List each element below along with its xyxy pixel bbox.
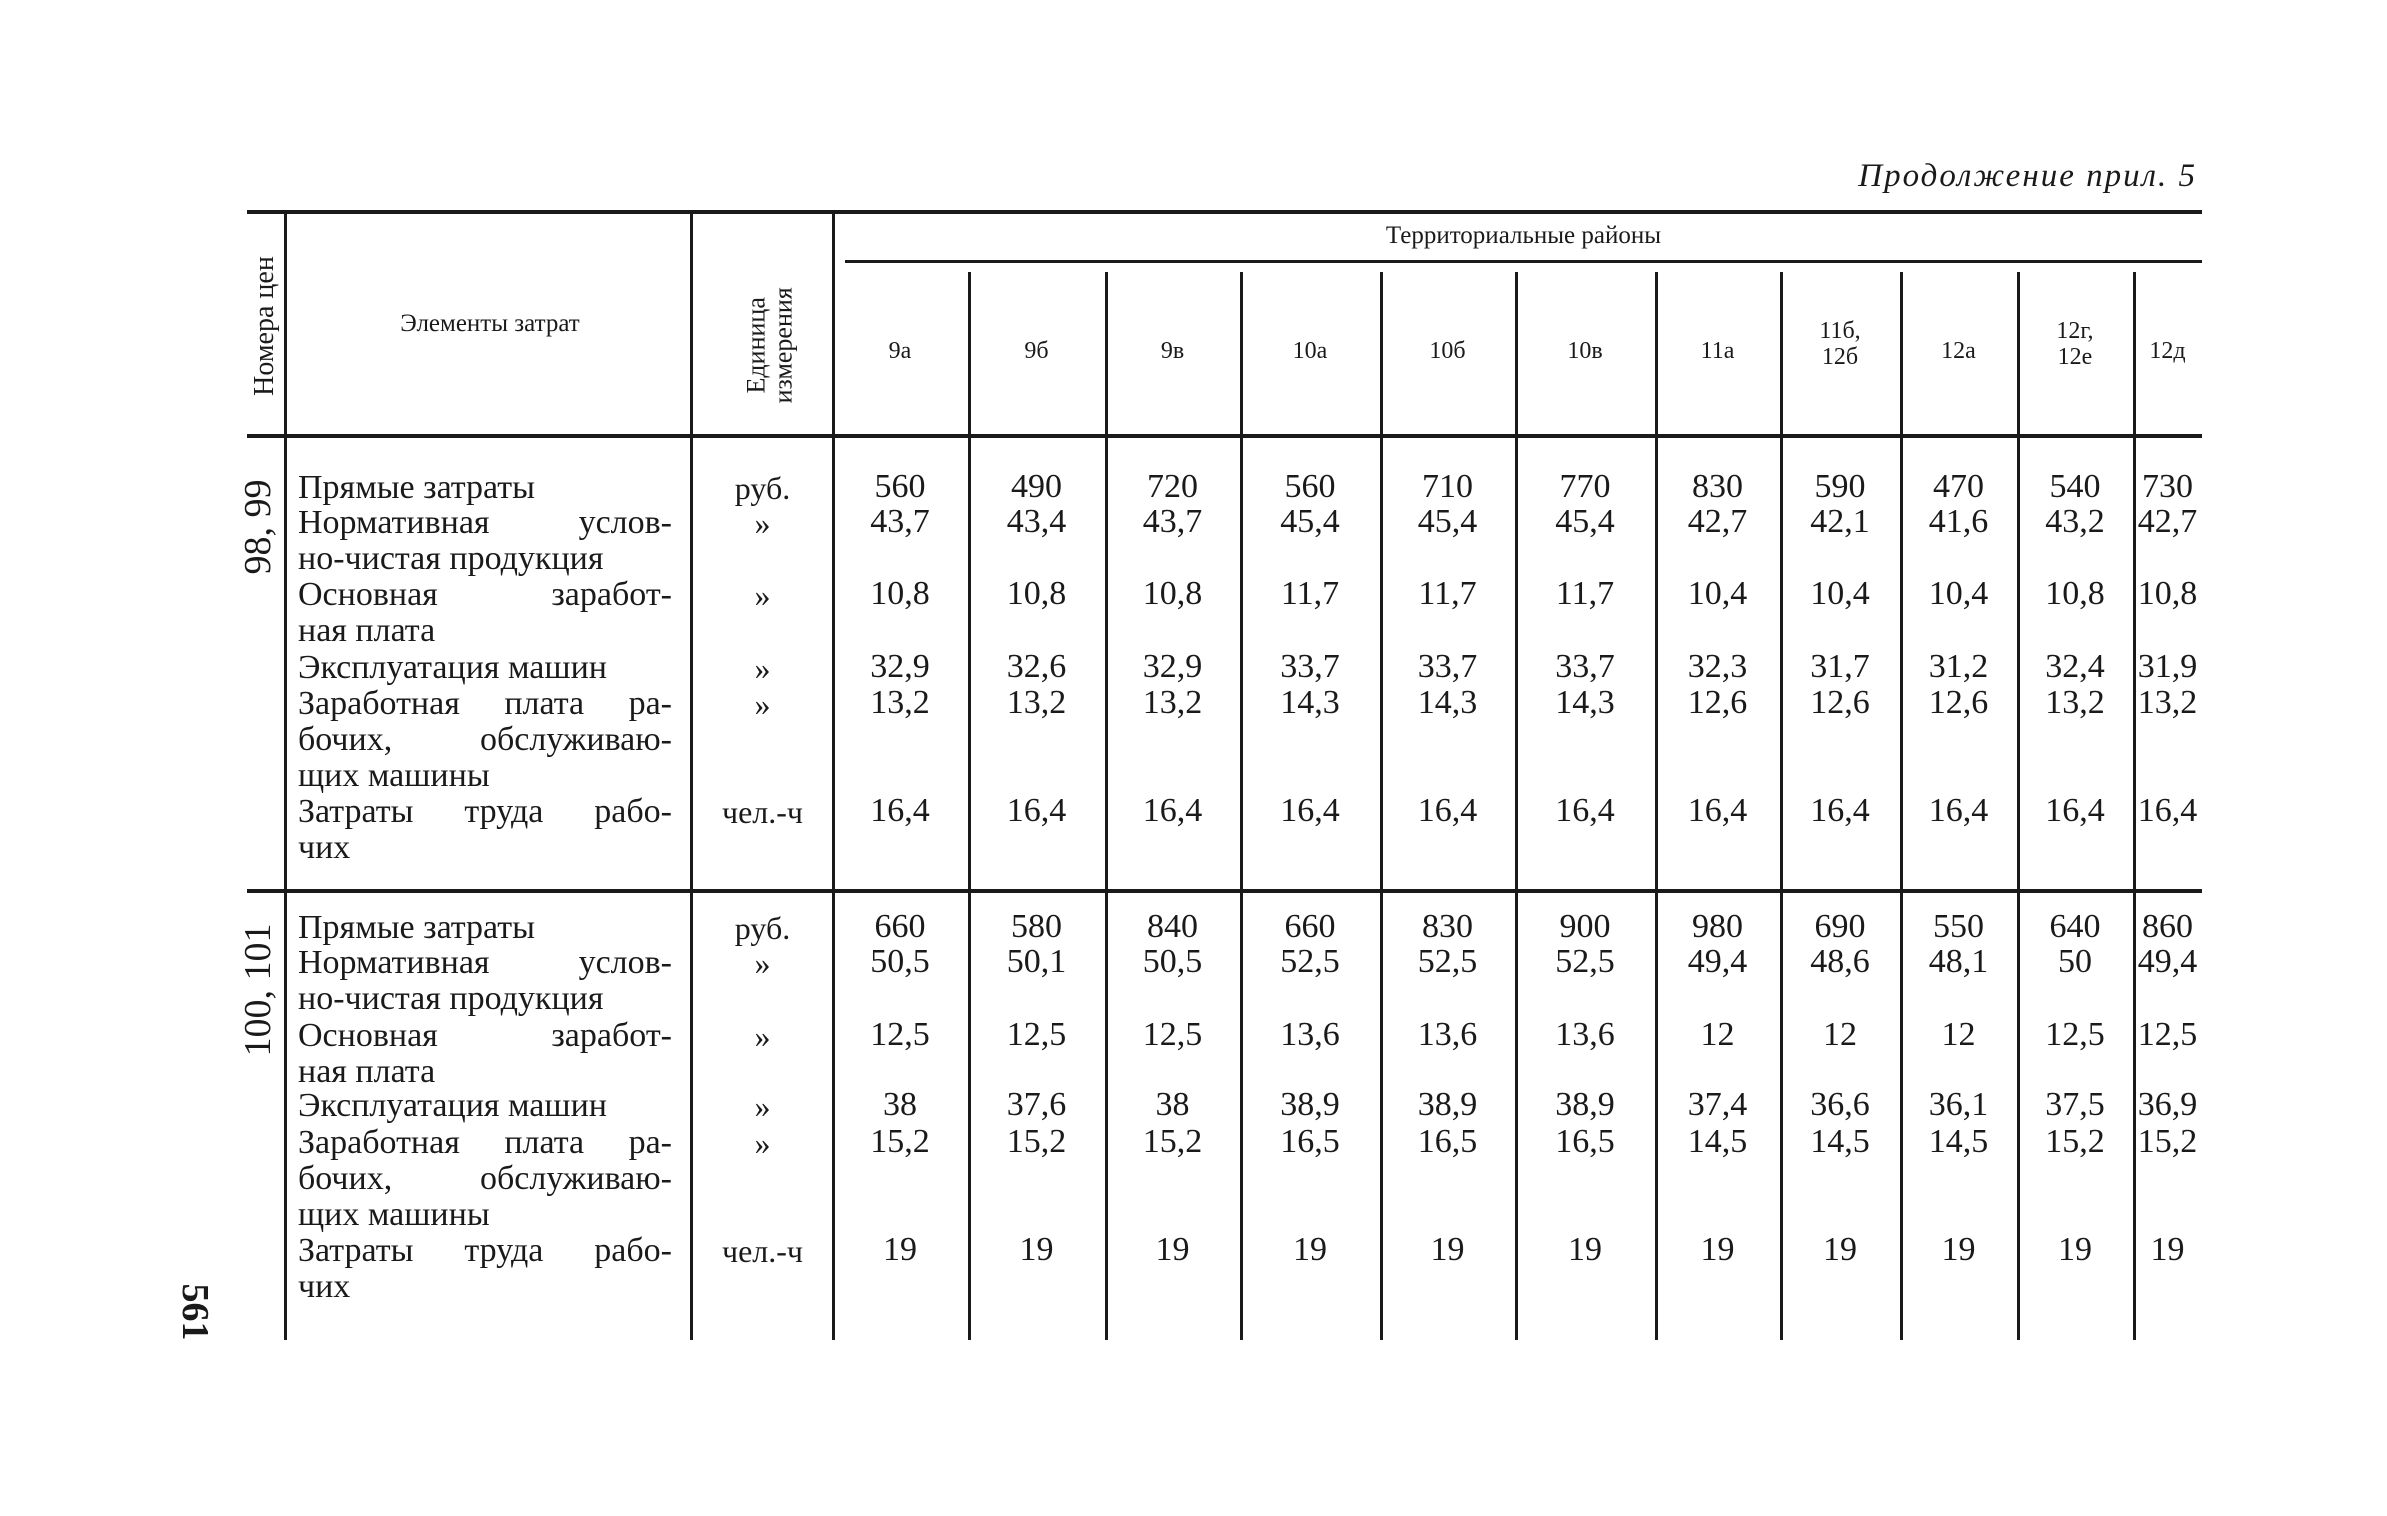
- cost-element-line: Эксплуатация машин: [298, 649, 607, 686]
- value-cell: 36,1: [1928, 1086, 1989, 1123]
- value-cell: 590: [1814, 468, 1866, 505]
- value-cell: 830: [1692, 468, 1743, 505]
- value-cell: 19: [1293, 1231, 1327, 1268]
- value-cell: 13,2: [2045, 684, 2105, 721]
- value-cell: 19: [2058, 1231, 2092, 1268]
- value-cell: 10,8: [2137, 575, 2198, 612]
- value-cell: 19: [1430, 1231, 1465, 1268]
- unit-cell: чел.-ч: [721, 794, 803, 830]
- continuation-title: Продолжение прил. 5: [1858, 158, 2197, 194]
- unit-cell: руб.: [734, 910, 791, 946]
- value-cell: 50,5: [1142, 943, 1203, 980]
- value-cell: 550: [1933, 908, 1984, 945]
- region-header: 10б: [1429, 338, 1466, 364]
- value-cell: 860: [2142, 908, 2193, 945]
- unit-cell: »: [754, 505, 771, 541]
- value-cell: 45,4: [1417, 503, 1478, 540]
- cost-element-label: [298, 1018, 672, 1090]
- value-cell: 12,5: [1006, 1016, 1067, 1053]
- cost-element-line: бочих, обслуживаю-: [298, 721, 672, 758]
- value-cell: 10,8: [1142, 575, 1203, 612]
- region-header: [1780, 318, 1900, 370]
- value-cell: 32,4: [2045, 648, 2105, 685]
- value-cell: 38,9: [1280, 1086, 1340, 1123]
- value-cell: 31,9: [2137, 648, 2198, 685]
- region-header-line: 11б,: [1819, 318, 1861, 344]
- value-cell: 37,4: [1687, 1086, 1748, 1123]
- unit-cell: руб.: [734, 470, 791, 506]
- region-header: 9б: [1024, 338, 1049, 364]
- value-cell: 730: [2142, 468, 2193, 505]
- value-cell: 16,4: [1006, 792, 1067, 829]
- unit-cell: »: [754, 945, 771, 981]
- cost-element-line: Заработная плата ра-: [298, 685, 672, 722]
- value-cell: 640: [2049, 908, 2101, 945]
- value-cell: 45,4: [1280, 503, 1340, 540]
- value-cell: 37,6: [1006, 1086, 1067, 1123]
- value-cell: 48,6: [1810, 943, 1870, 980]
- value-cell: 38,9: [1417, 1086, 1478, 1123]
- value-cell: 16,4: [870, 792, 930, 829]
- value-cell: 43,7: [870, 503, 930, 540]
- value-cell: 33,7: [1417, 648, 1478, 685]
- value-cell: 49,4: [2137, 943, 2198, 980]
- value-cell: 12: [1823, 1016, 1857, 1053]
- cost-element-line: Заработная плата ра-: [298, 1124, 672, 1161]
- value-cell: 14,3: [1555, 684, 1615, 721]
- value-cell: 32,3: [1687, 648, 1748, 685]
- value-cell: 15,2: [870, 1123, 930, 1160]
- cost-element-line: Затраты труда рабо-: [298, 1232, 672, 1269]
- cost-element-label: [298, 686, 672, 794]
- value-cell: 16,5: [1555, 1123, 1615, 1160]
- value-cell: 33,7: [1280, 648, 1340, 685]
- value-cell: 490: [1011, 468, 1062, 505]
- header-price-numbers-text: Номера цен: [249, 256, 280, 396]
- value-cell: 50,1: [1006, 943, 1067, 980]
- region-header: 11а: [1700, 338, 1735, 364]
- value-cell: 14,5: [1687, 1123, 1748, 1160]
- cost-element-line: ная плата: [298, 1053, 436, 1090]
- value-cell: 19: [1019, 1231, 1054, 1268]
- value-cell: 13,2: [1006, 684, 1067, 721]
- value-cell: 43,7: [1142, 503, 1203, 540]
- cost-element-line: Основная заработ-: [298, 576, 672, 613]
- value-cell: 10,4: [1687, 575, 1748, 612]
- col-sep-unit: [832, 214, 835, 1340]
- value-cell: 12: [1700, 1016, 1735, 1053]
- cost-element-line: но-чистая продукция: [298, 540, 604, 577]
- value-cell: 38: [883, 1086, 917, 1123]
- value-cell: 770: [1559, 468, 1611, 505]
- value-cell: 19: [1823, 1231, 1857, 1268]
- unit-cell: чел.-ч: [721, 1233, 803, 1269]
- regions-subheader-rule: [845, 260, 2202, 263]
- cost-element-label: [298, 577, 672, 649]
- value-cell: 15,2: [1006, 1123, 1067, 1160]
- unit-cell: »: [754, 577, 771, 613]
- value-cell: 15,2: [1142, 1123, 1203, 1160]
- region-header: 9в: [1160, 338, 1185, 364]
- region-header: 12а: [1941, 338, 1976, 364]
- value-cell: 16,4: [1810, 792, 1870, 829]
- value-cell: 11,7: [1555, 575, 1615, 612]
- value-cell: 38,9: [1555, 1086, 1615, 1123]
- value-cell: 12,5: [2045, 1016, 2105, 1053]
- page-number: 561: [174, 1283, 216, 1341]
- group-separator-rule: [247, 889, 2202, 893]
- value-cell: 19: [1941, 1231, 1976, 1268]
- value-cell: 10,8: [870, 575, 930, 612]
- value-cell: 13,2: [870, 684, 930, 721]
- cost-element-line: Прямые затраты: [298, 909, 535, 946]
- value-cell: 12,6: [1687, 684, 1748, 721]
- value-cell: 19: [2150, 1231, 2185, 1268]
- col-sep-price: [284, 214, 287, 1340]
- value-cell: 720: [1147, 468, 1198, 505]
- value-cell: 52,5: [1417, 943, 1478, 980]
- unit-cell: »: [754, 1088, 771, 1124]
- cost-element-label: [298, 910, 672, 946]
- value-cell: 16,4: [2137, 792, 2198, 829]
- value-cell: 710: [1422, 468, 1473, 505]
- value-cell: 19: [1700, 1231, 1735, 1268]
- value-cell: 32,9: [870, 648, 930, 685]
- value-cell: 31,7: [1810, 648, 1870, 685]
- unit-cell: »: [754, 650, 771, 686]
- header-price-numbers: [249, 226, 281, 426]
- unit-cell: »: [754, 1125, 771, 1161]
- value-cell: 690: [1814, 908, 1866, 945]
- header-unit-line1: Единица: [741, 297, 771, 394]
- value-cell: 12: [1941, 1016, 1976, 1053]
- col-sep-elements: [690, 214, 693, 1340]
- value-cell: 16,4: [1417, 792, 1478, 829]
- region-header: [2017, 318, 2133, 370]
- region-header: 9а: [888, 338, 912, 364]
- cost-element-line: Основная заработ-: [298, 1017, 672, 1054]
- header-cost-elements: Элементы затрат: [400, 310, 580, 337]
- value-cell: 42,7: [1687, 503, 1748, 540]
- value-cell: 830: [1422, 908, 1473, 945]
- value-cell: 660: [874, 908, 926, 945]
- cost-element-line: чих: [298, 829, 351, 866]
- cost-element-label: [298, 505, 672, 577]
- value-cell: 38: [1155, 1086, 1190, 1123]
- value-cell: 12,6: [1810, 684, 1870, 721]
- table-top-rule: [247, 210, 2202, 214]
- value-cell: 14,3: [1417, 684, 1478, 721]
- cost-element-line: Затраты труда рабо-: [298, 793, 672, 830]
- value-cell: 13,2: [2137, 684, 2198, 721]
- value-cell: 45,4: [1555, 503, 1615, 540]
- cost-element-line: Прямые затраты: [298, 469, 535, 506]
- value-cell: 840: [1147, 908, 1198, 945]
- cost-element-line: Нормативная услов-: [298, 944, 672, 981]
- value-cell: 10,4: [1928, 575, 1989, 612]
- value-cell: 540: [2049, 468, 2101, 505]
- cost-element-line: Нормативная услов-: [298, 504, 672, 541]
- value-cell: 12,5: [2137, 1016, 2198, 1053]
- value-cell: 33,7: [1555, 648, 1615, 685]
- unit-cell: »: [754, 1018, 771, 1054]
- region-header: 10в: [1567, 338, 1603, 364]
- value-cell: 560: [1284, 468, 1336, 505]
- value-cell: 19: [1568, 1231, 1602, 1268]
- value-cell: 42,1: [1810, 503, 1870, 540]
- region-header-line: 12е: [2057, 344, 2093, 370]
- value-cell: 50,5: [870, 943, 930, 980]
- value-cell: 580: [1011, 908, 1062, 945]
- unit-cell: »: [754, 686, 771, 722]
- value-cell: 36,9: [2137, 1086, 2198, 1123]
- value-cell: 16,4: [2045, 792, 2105, 829]
- region-header-line: 12б: [1821, 344, 1859, 370]
- value-cell: 16,4: [1687, 792, 1748, 829]
- value-cell: 31,2: [1928, 648, 1989, 685]
- header-unit: [743, 240, 798, 450]
- value-cell: 12,5: [1142, 1016, 1203, 1053]
- value-cell: 16,5: [1280, 1123, 1340, 1160]
- value-cell: 11,7: [1280, 575, 1340, 612]
- value-cell: 32,6: [1006, 648, 1067, 685]
- value-cell: 660: [1284, 908, 1336, 945]
- value-cell: 32,9: [1142, 648, 1203, 685]
- group-label-1: 98, 99: [237, 479, 279, 575]
- cost-element-label: [298, 794, 672, 866]
- cost-element-label: [298, 470, 672, 506]
- value-cell: 19: [883, 1231, 917, 1268]
- value-cell: 12,6: [1928, 684, 1989, 721]
- value-cell: 10,8: [1006, 575, 1067, 612]
- value-cell: 13,6: [1280, 1016, 1340, 1053]
- region-header: 10а: [1292, 338, 1328, 364]
- cost-element-line: щих машины: [298, 1196, 490, 1233]
- header-regions-title: Территориальные районы: [1385, 222, 1662, 249]
- value-cell: 19: [1155, 1231, 1190, 1268]
- value-cell: 12,5: [870, 1016, 930, 1053]
- cost-element-line: щих машины: [298, 757, 490, 794]
- region-header-line: 12г,: [2056, 318, 2094, 344]
- cost-element-line: но-чистая продукция: [298, 980, 604, 1017]
- cost-element-line: чих: [298, 1268, 351, 1305]
- cost-element-line: ная плата: [298, 612, 436, 649]
- cost-element-label: [298, 1088, 672, 1124]
- value-cell: 16,4: [1142, 792, 1203, 829]
- value-cell: 52,5: [1280, 943, 1340, 980]
- value-cell: 14,5: [1928, 1123, 1989, 1160]
- value-cell: 50: [2058, 943, 2092, 980]
- value-cell: 980: [1692, 908, 1743, 945]
- value-cell: 41,6: [1928, 503, 1989, 540]
- value-cell: 13,6: [1555, 1016, 1615, 1053]
- cost-element-line: бочих, обслуживаю-: [298, 1160, 672, 1197]
- value-cell: 52,5: [1555, 943, 1615, 980]
- cost-element-line: Эксплуатация машин: [298, 1087, 607, 1124]
- cost-element-label: [298, 1233, 672, 1305]
- value-cell: 14,5: [1810, 1123, 1870, 1160]
- group-label-2: 100, 101: [237, 923, 279, 1057]
- value-cell: 14,3: [1280, 684, 1340, 721]
- cost-element-label: [298, 650, 672, 686]
- value-cell: 49,4: [1687, 943, 1748, 980]
- value-cell: 13,6: [1417, 1016, 1478, 1053]
- value-cell: 16,4: [1555, 792, 1615, 829]
- value-cell: 13,2: [1142, 684, 1203, 721]
- cost-element-label: [298, 1125, 672, 1233]
- value-cell: 10,8: [2045, 575, 2105, 612]
- header-bottom-rule: [247, 434, 2202, 438]
- value-cell: 470: [1933, 468, 1984, 505]
- value-cell: 15,2: [2045, 1123, 2105, 1160]
- value-cell: 43,2: [2045, 503, 2105, 540]
- value-cell: 37,5: [2045, 1086, 2105, 1123]
- value-cell: 48,1: [1928, 943, 1989, 980]
- value-cell: 15,2: [2137, 1123, 2198, 1160]
- value-cell: 43,4: [1006, 503, 1067, 540]
- region-header: 12д: [2149, 338, 2186, 364]
- value-cell: 560: [874, 468, 926, 505]
- value-cell: 16,5: [1417, 1123, 1478, 1160]
- value-cell: 900: [1559, 908, 1611, 945]
- value-cell: 42,7: [2137, 503, 2198, 540]
- value-cell: 16,4: [1280, 792, 1340, 829]
- header-unit-line2: измерения: [769, 287, 798, 404]
- value-cell: 16,4: [1928, 792, 1989, 829]
- value-cell: 36,6: [1810, 1086, 1870, 1123]
- value-cell: 11,7: [1418, 575, 1477, 612]
- value-cell: 10,4: [1810, 575, 1870, 612]
- cost-element-label: [298, 945, 672, 1017]
